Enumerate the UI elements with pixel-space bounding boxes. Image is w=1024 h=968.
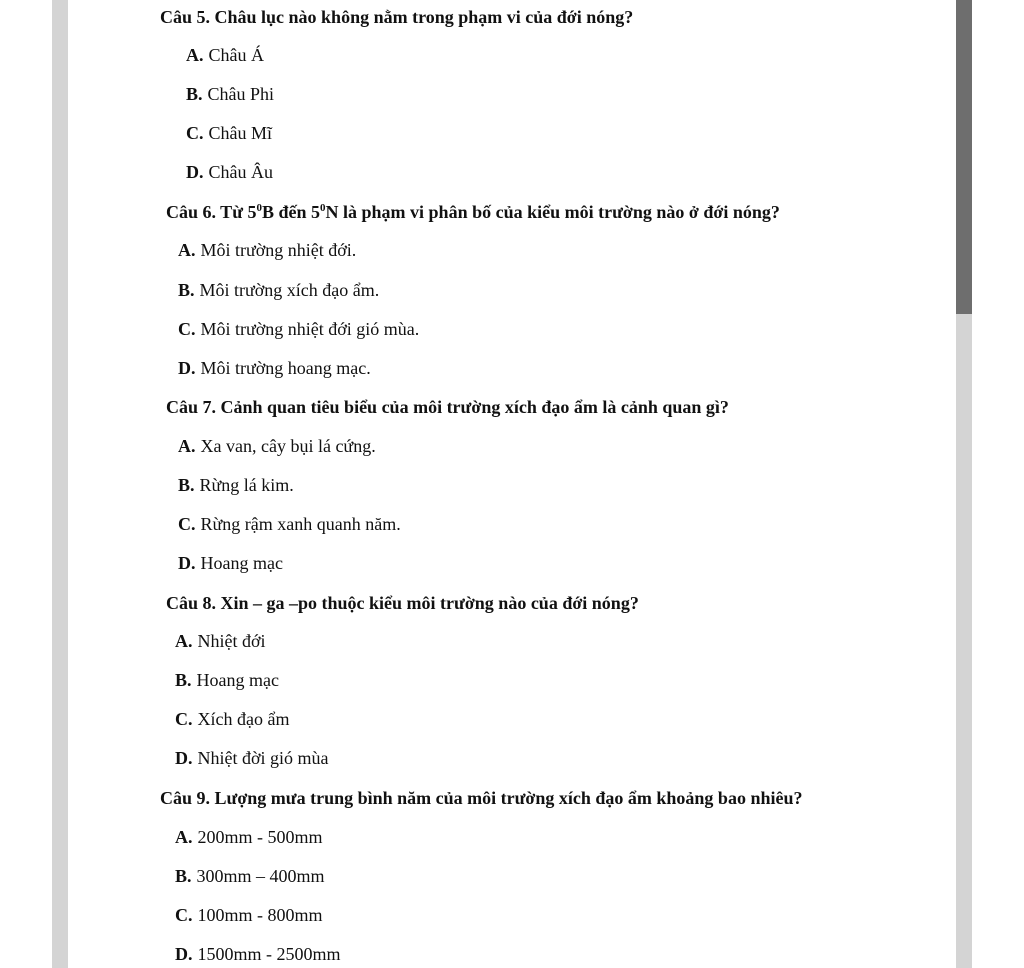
question-7-title: Câu 7. Cảnh quan tiêu biểu của môi trường xích đạo ẩm là cảnh quan gì? [166,397,729,417]
option-text: Môi trường hoang mạc. [200,358,371,378]
option-text: Châu Á [208,45,264,65]
option-text: Hoang mạc [196,670,279,690]
option-letter: B. [178,475,195,495]
option-letter: C. [186,123,204,143]
question-5-option-a[interactable] [186,45,264,66]
question-8-option-b[interactable] [175,670,279,691]
option-text: Châu Phi [207,84,275,104]
option-letter: D. [186,162,204,182]
option-letter: A. [178,436,196,456]
option-letter: C. [178,514,196,534]
option-letter: A. [175,827,193,847]
option-text: Hoang mạc [200,553,283,573]
option-letter: B. [186,84,203,104]
left-margin-bar [52,0,68,968]
question-5-title: Câu 5. Châu lục nào không nằm trong phạm vi của đới nóng? [160,7,634,27]
question-7-option-b[interactable] [178,475,294,496]
question-6-option-d[interactable] [178,358,371,379]
document-page [68,0,956,968]
option-text: Xích đạo ẩm [197,709,290,729]
question-8-title: Câu 8. Xin – ga –po thuộc kiểu môi trường nào của đới nóng? [166,593,639,613]
option-text: 300mm – 400mm [196,866,325,886]
question-8-option-c[interactable] [175,709,289,730]
option-text: Châu Mĩ [208,123,273,143]
scrollbar-thumb[interactable] [956,0,972,314]
option-text: Châu Âu [208,162,273,182]
option-text: 200mm - 500mm [197,827,323,847]
question-5-option-b[interactable] [186,84,274,105]
degree-superscript: 0 [320,202,326,214]
option-letter: B. [178,280,195,300]
option-text: 1500mm - 2500mm [197,944,341,964]
option-letter: D. [175,748,193,768]
question-9-option-a[interactable] [175,827,323,848]
option-letter: C. [178,319,196,339]
question-6-option-b[interactable] [178,280,379,301]
option-letter: A. [175,631,193,651]
question-9-title: Câu 9. Lượng mưa trung bình năm của môi trường xích đạo ẩm khoảng bao nhiêu? [160,788,803,808]
option-text: Môi trường xích đạo ẩm. [199,280,380,300]
option-letter: D. [178,358,196,378]
question-9-option-c[interactable] [175,905,323,926]
scrollbar-track[interactable] [956,0,972,968]
option-text: Xa van, cây bụi lá cứng. [200,436,376,456]
option-letter: D. [178,553,196,573]
question-6-title [166,202,780,223]
option-text: Nhiệt đới [197,631,266,651]
title-part: B đến 5 [262,202,321,222]
degree-superscript: 0 [256,202,262,214]
question-7-option-a[interactable] [178,436,376,457]
option-text: Môi trường nhiệt đới gió mùa. [200,319,420,339]
option-letter: C. [175,709,193,729]
option-text: 100mm - 800mm [197,905,323,925]
option-text: Rừng rậm xanh quanh năm. [200,514,401,534]
question-9-option-b[interactable] [175,866,325,887]
question-6-option-a[interactable] [178,240,356,261]
option-letter: A. [178,240,196,260]
option-text: Môi trường nhiệt đới. [200,240,357,260]
question-7-option-c[interactable] [178,514,401,535]
option-letter: C. [175,905,193,925]
question-8-option-d[interactable] [175,748,329,769]
question-5-option-c[interactable] [186,123,272,144]
title-part: N là phạm vi phân bố của kiểu môi trường nào ở đới nóng? [325,202,780,222]
option-letter: A. [186,45,204,65]
question-6-option-c[interactable] [178,319,419,340]
title-part: Câu 6. Từ 5 [166,202,257,222]
question-7-option-d[interactable] [178,553,283,574]
option-letter: B. [175,670,192,690]
question-8-option-a[interactable] [175,631,266,652]
question-5-option-d[interactable] [186,162,273,183]
option-text: Nhiệt đời gió mùa [197,748,329,768]
option-letter: D. [175,944,193,964]
option-text: Rừng lá kim. [199,475,294,495]
option-letter: B. [175,866,192,886]
question-9-option-d[interactable] [175,944,341,965]
